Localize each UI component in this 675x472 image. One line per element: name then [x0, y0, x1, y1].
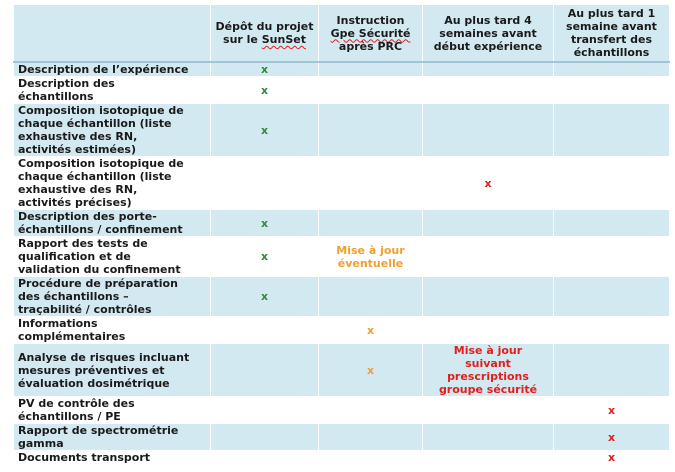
cell-c1 [211, 157, 319, 210]
cell-c3 [423, 451, 554, 465]
check-mark: x [607, 451, 616, 464]
header-line: sur le [223, 33, 262, 46]
header-instruction-gpe-securite [319, 5, 423, 63]
table-row [14, 77, 670, 104]
header-depot-projet [211, 5, 319, 63]
cell-c4 [554, 77, 670, 104]
row-label-line: Informations [18, 317, 98, 330]
table-row [14, 397, 670, 424]
header-4-semaines [423, 5, 554, 63]
check-mark: x [260, 290, 269, 303]
table-row [14, 157, 670, 210]
cell-c3 [423, 397, 554, 424]
cell-c4 [554, 344, 670, 397]
header-corner-cell [14, 5, 211, 63]
cell-c1 [211, 104, 319, 157]
table-row [14, 62, 670, 77]
cell-c2 [319, 277, 423, 317]
row-label-line: Description des [18, 77, 115, 90]
cell-c1 [211, 277, 319, 317]
check-mark: x [484, 176, 492, 190]
cell-c3 [423, 317, 554, 344]
table-row [14, 317, 670, 344]
cell-c2 [319, 424, 423, 451]
cell-c2 [319, 77, 423, 104]
cell-c2 [319, 237, 423, 277]
cell-c1 [211, 344, 319, 397]
row-label-line: des échantillons – [18, 290, 129, 303]
cell-note-line: éventuelle [337, 256, 404, 270]
row-label [14, 277, 211, 317]
row-label-line: évaluation dosimétrique [18, 376, 170, 390]
cell-c4 [554, 210, 670, 237]
cell-c1 [211, 451, 319, 465]
check-mark: x [366, 363, 375, 377]
cell-c4 [554, 104, 670, 157]
header-line: transfert des [570, 33, 653, 46]
row-label [14, 104, 211, 157]
cell-c3 [423, 104, 554, 157]
row-label-line: mesures préventives et [18, 363, 165, 377]
header-line: après PRC [338, 39, 403, 53]
cell-c4 [554, 277, 670, 317]
row-label-line: Composition isotopique de [18, 157, 184, 170]
header-line: Dépôt du projet [215, 20, 314, 33]
check-mark: x [260, 83, 269, 97]
row-label [14, 62, 211, 77]
row-label-line: exhaustive des RN, [18, 130, 138, 143]
header-1-semaine [554, 5, 670, 63]
row-label-line: activités précises) [18, 196, 132, 209]
cell-note-line: Mise à jour [453, 344, 523, 357]
row-label-line: Documents transport [18, 451, 151, 464]
cell-c2 [319, 397, 423, 424]
table-body [14, 62, 670, 465]
requirements-table [13, 4, 670, 465]
cell-c4 [554, 317, 670, 344]
cell-c3 [423, 77, 554, 104]
cell-c1 [211, 62, 319, 77]
table-row [14, 210, 670, 237]
cell-c4 [554, 157, 670, 210]
cell-c1 [211, 397, 319, 424]
check-mark: x [607, 403, 616, 417]
cell-c3 [423, 424, 554, 451]
row-label-line: Rapport de spectrométrie [18, 424, 179, 437]
table-row [14, 451, 670, 465]
check-mark: x [607, 430, 616, 444]
row-label-line: exhaustive des RN, [18, 183, 138, 196]
check-mark: x [260, 123, 269, 137]
table-header-row [14, 5, 670, 63]
header-line: échantillons [573, 46, 650, 59]
header-sunset-word: SunSet [261, 33, 306, 46]
header-line: Gpe Sécurité [330, 26, 411, 40]
cell-c3 [423, 344, 554, 397]
check-mark: x [260, 216, 269, 230]
header-line: Au plus tard 4 [444, 13, 532, 27]
row-label [14, 344, 211, 397]
cell-c3 [423, 277, 554, 317]
row-label-line: Procédure de préparation [18, 277, 178, 290]
cell-note-line: prescriptions [447, 370, 529, 383]
table-row [14, 277, 670, 317]
row-label-line: qualification et de [18, 250, 131, 263]
row-label [14, 397, 211, 424]
cell-c3 [423, 157, 554, 210]
row-label-line: gamma [18, 437, 64, 450]
check-mark: x [366, 323, 375, 337]
cell-note-line: suivant [465, 357, 511, 370]
row-label-line: validation du confinement [18, 263, 181, 276]
row-label [14, 157, 211, 210]
cell-c1 [211, 317, 319, 344]
row-label-line: PV de contrôle des [18, 397, 135, 410]
cell-c2 [319, 451, 423, 465]
table-row [14, 237, 670, 277]
row-label-line: Description de l’expérience [18, 63, 189, 76]
header-line: Instruction [336, 13, 405, 27]
row-label-line: échantillons / confinement [18, 223, 183, 236]
cell-c4 [554, 237, 670, 277]
row-label [14, 451, 211, 465]
cell-c3 [423, 62, 554, 77]
cell-c4 [554, 451, 670, 465]
table-row [14, 344, 670, 397]
cell-c3 [423, 237, 554, 277]
row-label-line: traçabilité / contrôles [18, 303, 152, 316]
check-mark: x [260, 63, 269, 76]
row-label-line: chaque échantillon (liste [18, 170, 172, 183]
cell-c3 [423, 210, 554, 237]
row-label-line: chaque échantillon (liste [18, 117, 172, 130]
row-label-line: activités estimées) [18, 143, 137, 156]
cell-c1 [211, 424, 319, 451]
row-label-line: échantillons [18, 90, 94, 103]
cell-c2 [319, 210, 423, 237]
cell-c2 [319, 157, 423, 210]
cell-note-line: Mise à jour [336, 243, 405, 257]
cell-c1 [211, 210, 319, 237]
row-label-line: Description des porte- [18, 210, 157, 223]
row-label [14, 424, 211, 451]
row-label-line: complémentaires [18, 330, 126, 343]
row-label [14, 317, 211, 344]
header-line: semaines avant [439, 26, 537, 40]
row-label [14, 210, 211, 237]
cell-note-line: groupe sécurité [438, 383, 538, 396]
check-mark: x [260, 250, 269, 263]
cell-c2 [319, 104, 423, 157]
row-label [14, 77, 211, 104]
cell-c4 [554, 397, 670, 424]
header-line: Au plus tard 1 [567, 7, 656, 20]
table-row [14, 104, 670, 157]
row-label [14, 237, 211, 277]
cell-c4 [554, 62, 670, 77]
row-label-line: échantillons / PE [18, 410, 121, 423]
cell-c1 [211, 77, 319, 104]
cell-c2 [319, 317, 423, 344]
row-label-line: Composition isotopique de [18, 104, 184, 117]
table-row [14, 424, 670, 451]
header-line: début expérience [433, 39, 543, 53]
row-label-line: Analyse de risques incluant [18, 350, 190, 364]
cell-c4 [554, 424, 670, 451]
row-label-line: Rapport des tests de [18, 237, 148, 250]
cell-c2 [319, 344, 423, 397]
cell-c1 [211, 237, 319, 277]
cell-c2 [319, 62, 423, 77]
header-line: semaine avant [566, 20, 657, 33]
